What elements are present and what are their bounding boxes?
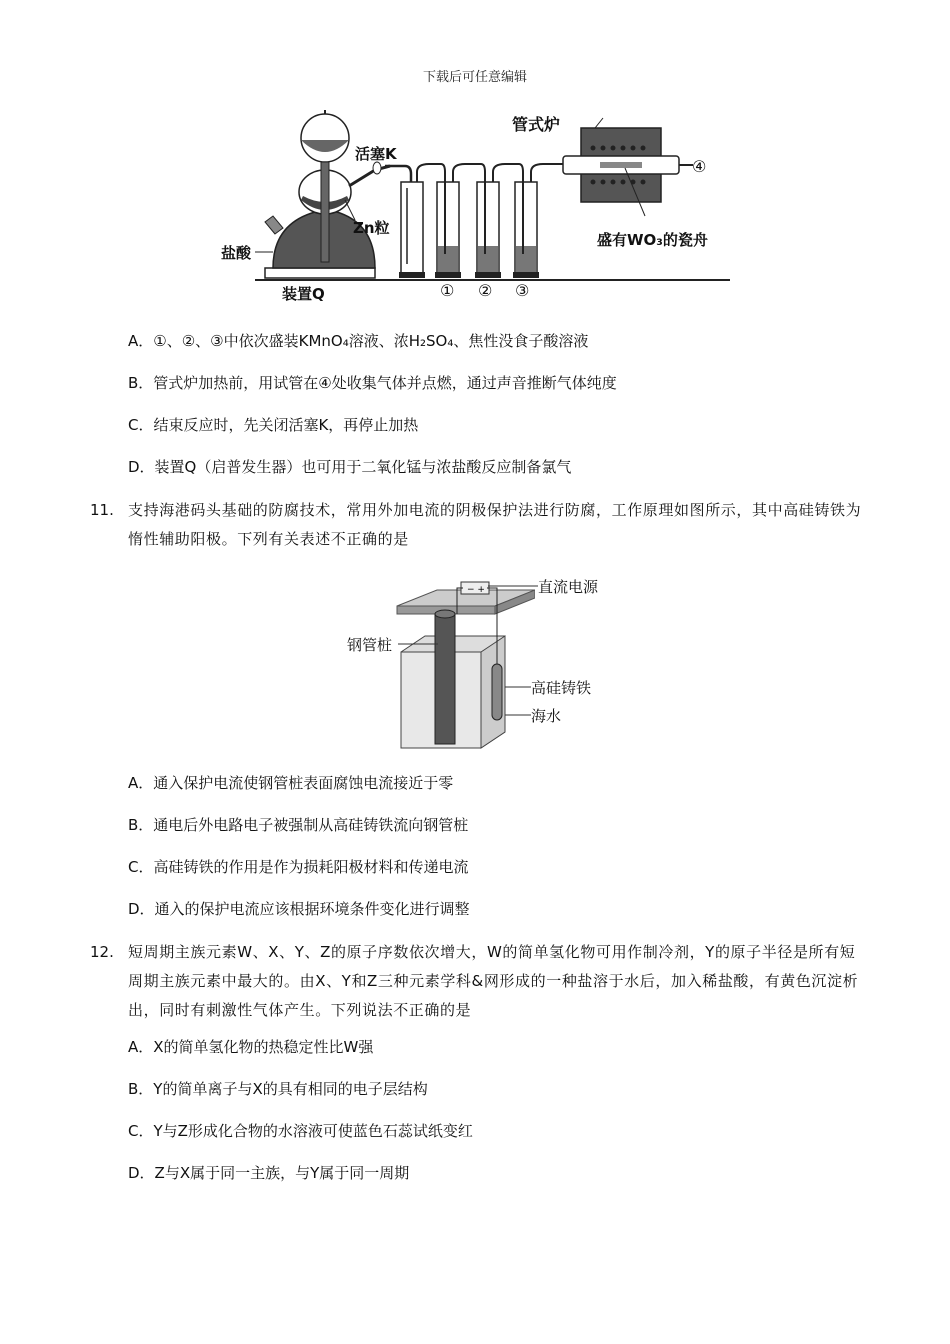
label-n2: ② <box>478 281 493 300</box>
q11-option-d: D．通入的保护电流应该根据环境条件变化进行调整 <box>128 900 470 918</box>
q11-option-c: C．高硅铸铁的作用是作为损耗阳极材料和传递电流 <box>128 858 469 876</box>
label-n3: ③ <box>515 281 530 300</box>
label-anode: 高硅铸铁 <box>531 679 592 697</box>
header-note: 下载后可任意编辑 <box>422 70 527 85</box>
q12-option-c: C．Y与Z形成化合物的水溶液可使蓝色石蕊试纸变红 <box>128 1122 473 1140</box>
label-acid: 盐酸 <box>221 244 252 262</box>
q10-option-b: B．管式炉加热前，用试管在④处收集气体并点燃，通过声音推断气体纯度 <box>128 374 617 392</box>
q12-option-b: B．Y的简单离子与X的具有相同的电子层结构 <box>128 1080 428 1098</box>
label-n1: ① <box>440 281 455 300</box>
q12-option-d: D．Z与X属于同一主族，与Y属于同一周期 <box>128 1164 410 1182</box>
label-power: 直流电源 <box>538 578 599 596</box>
pointer-seawater <box>505 713 531 717</box>
pointer-anode <box>505 685 531 689</box>
label-zn: Zn粒 <box>353 219 390 237</box>
pointer-power <box>488 584 538 588</box>
q12-number: 12. <box>90 943 114 961</box>
q10-option-a: A．①、②、③中依次盛装KMnO₄溶液、浓H₂SO₄、焦性没食子酸溶液 <box>128 332 589 350</box>
pointer-pile <box>398 642 438 646</box>
svg-text:− +: − + <box>467 585 485 595</box>
q11-option-a: A．通入保护电流使钢管桩表面腐蚀电流接近于零 <box>128 774 454 792</box>
label-pile: 钢管桩 <box>347 636 393 654</box>
label-boat: 盛有WO₃的瓷舟 <box>597 231 708 249</box>
q12-stem: 短周期主族元素W、X、Y、Z的原子序数依次增大，W的简单氢化物可用作制冷剂，Y的原子半径是所有短周期主族元素中最大的。由X、Y和Z三种元素学科&网形成的一种盐溶于水后，加入稀盐酸，有黄色沉淀析出，同时有刺激性气体产生。下列说法不正确的是 <box>128 943 859 1019</box>
label-furnace: 管式炉 <box>512 115 561 134</box>
label-n4: ④ <box>692 157 707 176</box>
q10-option-c: C．结束反应时，先关闭活塞K，再停止加热 <box>128 416 419 434</box>
label-stopcock: 活塞K <box>355 145 397 163</box>
label-apparatus: 装置Q <box>282 285 325 303</box>
q11-number: 11. <box>90 501 114 519</box>
q11-option-b: B．通电后外电路电子被强制从高硅铸铁流向钢管桩 <box>128 816 469 834</box>
q10-option-d: D．装置Q（启普发生器）也可用于二氧化锰与浓盐酸反应制备氯气 <box>128 458 572 476</box>
cathodic-protection-figure <box>395 572 535 752</box>
label-seawater: 海水 <box>531 707 562 725</box>
q12-option-a: A．X的简单氢化物的热稳定性比W强 <box>128 1038 374 1056</box>
wash-bottles <box>399 164 570 278</box>
apparatus-figure <box>215 104 730 304</box>
q11-stem: 支持海港码头基础的防腐技术，常用外加电流的阴极保护法进行防腐，工作原理如图所示，其中高硅铸铁为惰性辅助阳极。下列有关表述不正确的是 <box>128 501 862 548</box>
